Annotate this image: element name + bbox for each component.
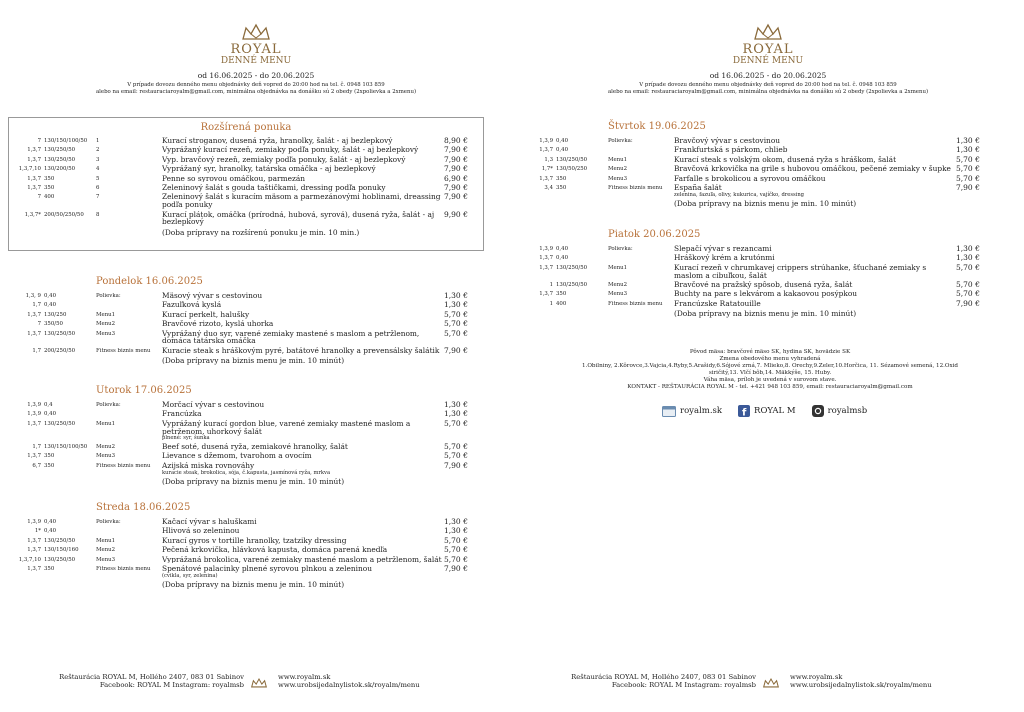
course-label: Polievka: <box>608 138 633 144</box>
menu-item <box>8 330 478 346</box>
course-label: Fitness biznis menu <box>608 185 663 191</box>
price: 1,30 € <box>444 517 468 526</box>
price: 7,90 € <box>444 145 468 155</box>
dish-name <box>162 347 444 355</box>
allergens: 1,7 <box>32 302 41 309</box>
dish-name <box>162 518 444 526</box>
weight: 0,40 <box>556 255 569 262</box>
dish-name: Vyp. bravčový rezeň, zemiaky podľa ponuky, šalát - aj bezlepkový <box>162 155 406 164</box>
day-title: Piatok 20.06.2025 <box>608 229 701 240</box>
dish-name <box>674 254 956 262</box>
dish-name <box>674 175 956 183</box>
menu-item <box>8 452 478 460</box>
svg-text:f: f <box>742 407 747 417</box>
brand-subtitle: DENNÉ MENU <box>732 56 804 66</box>
price: 9,90 € <box>444 209 468 219</box>
weight: 130/250/50 <box>556 282 588 288</box>
instagram-link[interactable]: royalmsb <box>812 405 868 417</box>
allergens: 1 <box>549 282 553 288</box>
dish-text: Kuracie steak s hráškovým pyré, batátové hranolky a prevensálsky šalátik <box>162 346 440 355</box>
weight: 350 <box>44 462 55 469</box>
dish-name <box>674 165 956 173</box>
dish-text: Pečená krkovička, hlávková kapusta, domáca parená knedľa <box>162 546 388 554</box>
dish-name <box>162 527 444 535</box>
dish-name <box>162 330 444 346</box>
header-right <box>512 22 1024 96</box>
weight: 130/150/160 <box>44 547 79 554</box>
weight: 0,4 <box>44 402 53 408</box>
allergens: 1,7 <box>32 444 41 450</box>
weight: 200/250/50 <box>44 347 76 354</box>
menu-item <box>8 420 478 442</box>
dish-name <box>162 537 444 545</box>
allergens: 1,3,7 <box>27 311 41 318</box>
item-number: 8 <box>96 211 100 218</box>
allergens: 3,4 <box>544 185 553 191</box>
item-number: 6 <box>96 185 100 191</box>
price: 7,90 € <box>444 460 468 470</box>
footer-address: Reštaurácia ROYAL M, Hollého 2407, 083 01 Sabinov Facebook: ROYAL M Instagram: royalmsb <box>59 673 244 689</box>
dish-name <box>162 556 444 564</box>
day-note: (Doba prípravy na biznis menu je min. 10 minút) <box>162 478 345 486</box>
allergens: 1,3,7 <box>27 330 41 337</box>
dish-name <box>162 452 444 460</box>
weight: 400 <box>556 300 567 307</box>
allergens: 7 <box>37 194 41 201</box>
footer-web: www.royalm.sk www.urobsijedalnylistok.sk/royalm/menu <box>790 673 932 689</box>
menu-item <box>8 193 478 209</box>
menu-item <box>520 156 990 164</box>
dish-detail: plnené: syr, šunka <box>162 435 210 442</box>
extended-menu-title: Rozšírená ponuka <box>200 122 292 133</box>
facebook-icon <box>738 405 750 417</box>
order-info: V prípade dovozu denného menu objednávky deň vopred do 20:00 hod na tel. č. 0948 103 859 alebo na email: restauraciaroyalm@gmail.com, minimálna objednávka na donášku sú 2 obedy (2xpolievka a 2xmenu) <box>607 82 929 95</box>
price: 7,90 € <box>956 298 980 308</box>
course-label: Menu2 <box>608 166 628 173</box>
menu-item <box>8 546 478 554</box>
allergens: 1,3,9 <box>27 519 41 525</box>
menu-item <box>520 184 990 198</box>
dish-text: Hráškový krém a krutónmi <box>674 254 775 263</box>
dish-text: Mäsový vývar s cestovinou <box>162 292 263 300</box>
price: 5,70 € <box>956 289 980 299</box>
price: 5,70 € <box>444 451 468 461</box>
weight: 200/50/250/50 <box>44 211 84 218</box>
dish-name <box>674 290 956 298</box>
price: 5,70 € <box>956 262 980 272</box>
allergens: 1,3,7,10 <box>18 556 41 563</box>
dish-text: Farfalle s brokolicou a syrovou omáčkou <box>674 174 826 183</box>
dish-name <box>162 292 444 300</box>
weight: 130/150/100/50 <box>44 138 88 144</box>
allergens: 1,3,7 <box>539 264 553 271</box>
course-label: Polievka: <box>608 246 633 252</box>
allergens: 1,3 <box>544 156 553 163</box>
dish-name <box>674 137 956 145</box>
course-label: Menu2 <box>96 444 116 450</box>
allergens: 1,3,7 <box>539 175 553 182</box>
dish-text: Špenátové palacinky plnené syrovou plnkou a zeleninou <box>162 565 372 573</box>
weight: 0,40 <box>44 519 57 525</box>
menu-item <box>8 311 478 319</box>
dish-text: Kurací perkelt, halušky <box>162 310 250 319</box>
header <box>0 22 512 96</box>
dish-text: Frankfurtská s párkom, chlieb <box>674 146 788 155</box>
item-number: 7 <box>96 194 100 201</box>
price: 5,70 € <box>444 309 468 319</box>
weight: 130/250/50 <box>44 556 76 563</box>
course-label: Menu3 <box>96 453 116 460</box>
dish-name <box>674 281 956 289</box>
allergens: 1,3,7 <box>539 291 553 298</box>
dish-name <box>674 264 956 280</box>
price: 7,90 € <box>444 192 468 202</box>
menu-dates: od 16.06.2025 - do 20.06.2025 <box>709 71 827 80</box>
weight: 0,40 <box>556 138 569 144</box>
menu-item <box>8 156 478 164</box>
weight: 350 <box>556 175 567 182</box>
menu-item <box>8 443 478 451</box>
dish-name: Zeleninový šalát s gouda taštičkami, dressing podľa ponuky <box>162 184 386 192</box>
price: 7,90 € <box>444 564 468 573</box>
dish-text: Fazuľková kyslá <box>162 301 222 310</box>
course-label: Polievka: <box>96 402 121 408</box>
menu-item <box>520 264 990 280</box>
item-number: 3 <box>96 156 100 163</box>
course-label: Menu1 <box>96 420 116 427</box>
dish-text: Bravčové rizoto, kyslá uhorka <box>162 320 274 328</box>
menu-dates: od 16.06.2025 - do 20.06.2025 <box>197 71 315 80</box>
menu-item <box>8 165 478 173</box>
weight: 350/50 <box>44 321 63 328</box>
course-label: Menu3 <box>608 175 628 182</box>
dish-text: Bravčový vývar s cestovinou <box>674 137 781 145</box>
menu-item <box>520 146 990 154</box>
menu-item <box>8 410 478 418</box>
extended-note: (Doba prípravy na rozšírenú ponuku je min. 10 min.) <box>162 228 360 237</box>
dish-name <box>162 320 444 328</box>
course-label: Fitness biznis menu <box>96 462 151 469</box>
web-icon <box>662 406 676 417</box>
dish-name <box>162 311 444 319</box>
dish-name <box>162 462 444 476</box>
allergens: 1 <box>549 300 553 307</box>
dish-text: Lievance s džemom, tvarohom a ovocím <box>162 452 312 461</box>
instagram-icon <box>812 405 824 417</box>
course-label: Menu1 <box>608 264 628 271</box>
price: 5,70 € <box>444 535 468 545</box>
menu-item <box>8 565 478 579</box>
price: 7,90 € <box>444 183 468 192</box>
allergens: 1,3,9 <box>539 138 553 144</box>
allergens: 1* <box>34 528 41 535</box>
price: 1,30 € <box>444 526 468 536</box>
menu-item <box>8 184 478 192</box>
dish-text: Slepačí vývar s rezancami <box>674 245 772 253</box>
allergens: 1,3,7 <box>27 156 41 163</box>
price: 5,70 € <box>956 154 980 164</box>
day-title: Pondelok 16.06.2025 <box>96 276 203 287</box>
price: 1,30 € <box>444 291 468 300</box>
dish-text: Vyprážaný kurací gordon blue, varené zemiaky mastené maslom a petrženom, uhorkový šalát <box>162 419 411 436</box>
dish-text: Kurací steak s volským okom, dusená ryža s hráškom, šalát <box>674 155 897 164</box>
menu-item <box>8 211 478 227</box>
dish-name <box>162 301 444 309</box>
dish-name <box>674 300 956 308</box>
weight: 0,40 <box>556 246 569 252</box>
item-number: 1 <box>96 138 100 144</box>
dish-text: Bravčové na pražský spôsob, dusená ryža, šalát <box>674 281 853 289</box>
menu-item <box>8 537 478 545</box>
dish-detail: kuracie steak, brokolica, sója, č.kapusta, jasmínová ryža, mrkva <box>162 469 331 476</box>
dish-name <box>162 565 444 579</box>
course-label: Menu3 <box>96 330 116 337</box>
price: 1,30 € <box>956 136 980 145</box>
dish-text: Hlivová so zeleninou <box>162 527 240 536</box>
weight: 0,40 <box>44 302 57 309</box>
price: 7,90 € <box>444 154 468 164</box>
course-label: Polievka: <box>96 293 121 299</box>
weight: 0,40 <box>556 147 569 154</box>
order-info: V prípade dovozu denného menu objednávky deň vopred do 20:00 hod na tel. č. 0948 103 859 alebo na email: restauraciaroyalm@gmail.com, minimálna objednávka na donášku sú 2 obedy (2xpolievka a 2xmenu) <box>95 82 417 95</box>
price: 5,70 € <box>444 319 468 329</box>
price: 1,30 € <box>956 253 980 263</box>
dish-text: Francúzka <box>162 410 202 419</box>
price: 5,70 € <box>444 442 468 451</box>
dish-text: Buchty na pare s lekvárom a kakaovou posýpkou <box>674 290 858 299</box>
day-note: (Doba prípravy na biznis menu je min. 10 minút) <box>674 310 857 318</box>
weight: 130/50/250 <box>556 166 588 173</box>
course-label: Fitness biznis menu <box>96 347 151 354</box>
price: 1,30 € <box>444 409 468 419</box>
allergens: 1,3,7 <box>27 566 41 572</box>
price: 1,30 € <box>444 300 468 310</box>
weight: 130/250/50 <box>556 264 588 271</box>
menu-item <box>520 290 990 298</box>
menu-item <box>8 556 478 564</box>
menu-item <box>520 254 990 262</box>
allergens: 1,3,7 <box>27 537 41 544</box>
weight: 130/250/50 <box>44 156 76 163</box>
menu-item <box>8 347 478 355</box>
price: 5,70 € <box>444 418 468 428</box>
allergens: 1,3,7 <box>27 420 41 427</box>
weight: 0,40 <box>44 293 57 299</box>
dish-name: Penne so syrovou omáčkou, parmezán <box>162 174 306 183</box>
weight: 350 <box>556 291 567 298</box>
menu-item <box>8 320 478 328</box>
weight: 130/250/50 <box>44 537 76 544</box>
menu-item <box>8 462 478 476</box>
allergens: 6,7 <box>32 462 41 469</box>
allergens: 1,3,7 <box>27 147 41 154</box>
crown-logo-icon <box>752 22 784 42</box>
allergens: 1,3,9 <box>539 246 553 252</box>
dish-text: Kurací rezeň v chrumkavej crippers strúhanke, šťuchané zemiaky s maslom a cibuľkou, šalát <box>674 263 927 280</box>
course-label: Fitness biznis menu <box>96 566 151 572</box>
dish-text: Kurací gyros v tortille hranolky, tzatziky dressing <box>162 536 347 545</box>
menu-item <box>8 401 478 409</box>
course-label: Fitness biznis menu <box>608 300 663 307</box>
course-label: Menu3 <box>608 291 628 298</box>
course-label: Menu2 <box>96 547 116 554</box>
brand-name: ROYAL <box>742 42 794 57</box>
allergens: 1,3,7 <box>27 547 41 554</box>
menu-item <box>8 175 478 183</box>
menu-item <box>8 292 478 300</box>
crown-footer-icon <box>762 676 780 690</box>
crown-footer-icon <box>250 676 268 690</box>
weight: 350 <box>44 453 55 460</box>
price: 7,90 € <box>444 345 468 355</box>
allergens: 1,3,7 <box>27 185 41 191</box>
dish-name: Vyprážaný syr, hranolky, tatárska omáčka - aj bezlepkový <box>162 165 376 173</box>
dish-name <box>674 245 956 253</box>
allergens: 1,3,7,10 <box>18 166 41 173</box>
menu-item <box>8 527 478 535</box>
price: 5,70 € <box>956 173 980 183</box>
price: 1,30 € <box>956 145 980 155</box>
weight: 350 <box>44 185 55 191</box>
course-label: Menu2 <box>608 282 628 288</box>
allergens: 1,3,9 <box>27 402 41 408</box>
weight: 0,40 <box>44 411 57 418</box>
price: 1,30 € <box>956 244 980 253</box>
dish-name <box>162 443 444 451</box>
dish-text: Francúzske Ratatouille <box>674 299 761 308</box>
allergens: 1,3,7 <box>539 255 553 262</box>
allergens: 1,7* <box>541 166 553 173</box>
item-number: 5 <box>96 175 100 182</box>
price: 5,70 € <box>444 545 468 555</box>
day-title: Streda 18.06.2025 <box>96 502 191 513</box>
crown-logo-icon <box>240 22 272 42</box>
menu-item <box>520 165 990 173</box>
item-number: 2 <box>96 147 100 154</box>
course-label: Polievka: <box>96 519 121 525</box>
menu-item <box>8 301 478 309</box>
allergens: 7 <box>37 138 41 144</box>
course-label: Menu1 <box>608 156 628 163</box>
allergens: 1,7 <box>32 347 41 354</box>
price: 5,70 € <box>444 328 468 338</box>
dish-text: Vyprážaná brokolica, varené zemiaky mastené maslom a petržlenom, šalát <box>162 555 442 564</box>
dish-name <box>674 184 956 198</box>
legal-info: Pôvod mäsa: bravčové mäso SK, hydina SK, hovädzie SK Zmena obedového menu vyhradená 1.Obilniny, 2.Kôrovce,3.Vajcia,4.Ryby,5.Arašidy,6.Sójové zrná,7. Mlieko,8. Orechy,9.Zeler,10.Horčica, 11. Sézamové semená, 12.Oxid siričitý,13. Vlčí bôb,14. Mäkkýše, 15. Huby. Váha mäsa, príloh je uvedená v surovom stave. KONTAKT - REŠTAURÁCIA ROYAL M - tel. +421 948 103 859, email: restauraciaroyalm@gmail.com <box>581 349 959 390</box>
footer-web: www.royalm.sk www.urobsijedalnylistok.sk/royalm/menu <box>278 673 420 689</box>
menu-item <box>8 137 478 145</box>
dish-text: Bravčová krkovička na grile s hubovou omáčkou, pečené zemiaky v šupke <box>674 165 951 173</box>
dish-text: Kačací vývar s haluškami <box>162 518 257 526</box>
menu-item <box>8 146 478 154</box>
dish-name: Kurací stroganov, dusená ryža, hranolky, šalát - aj bezlepkový <box>162 137 393 145</box>
price: 5,70 € <box>444 554 468 564</box>
allergens: 7 <box>37 321 41 328</box>
dish-name <box>162 401 444 409</box>
web-link[interactable]: royalm.sk <box>662 406 722 417</box>
item-number: 4 <box>96 166 100 173</box>
menu-item <box>520 245 990 253</box>
dish-text: Beef soté, dusená ryža, zemiakové hranolky, šalát <box>162 443 348 451</box>
menu-item <box>520 300 990 308</box>
price: 8,90 € <box>444 136 468 145</box>
brand-subtitle: DENNÉ MENU <box>220 56 292 66</box>
weight: 0,40 <box>44 528 57 535</box>
day-title: Štvrtok 19.06.2025 <box>608 121 706 132</box>
menu-item <box>520 281 990 289</box>
allergens: 1,3,7 <box>539 147 553 154</box>
weight: 130/250/50 <box>44 147 76 154</box>
price: 7,90 € <box>956 183 980 192</box>
dish-detail: zelenina, fazuľa, olivy, kukurica, vajíčko, dressing <box>674 191 804 198</box>
dish-detail: (cvikla, syr, zelenina) <box>162 572 218 579</box>
dish-text: España šalát <box>674 184 722 192</box>
weight: 130/150/100/50 <box>44 444 88 450</box>
social-links <box>662 405 867 417</box>
course-label: Menu2 <box>96 321 116 328</box>
allergens: 1,3,7 <box>27 175 41 182</box>
menu-item <box>520 137 990 145</box>
price: 7,90 € <box>444 164 468 174</box>
price: 1,30 € <box>444 400 468 409</box>
menu-item <box>8 518 478 526</box>
weight: 130/250/50 <box>44 330 76 337</box>
brand-name: ROYAL <box>230 42 282 57</box>
weight: 350 <box>556 185 567 191</box>
dish-name <box>674 146 956 154</box>
allergens: 1,3,7 <box>27 453 41 460</box>
course-label: Menu3 <box>96 556 116 563</box>
menu-item <box>520 175 990 183</box>
dish-text: Vyprážaný duo syr, varené zemiaky mastené s maslom a petržlenom, domáca tatárska omáčka <box>162 329 420 346</box>
allergens: 1,3, 9 <box>25 293 41 299</box>
weight: 130/250 <box>44 311 67 318</box>
weight: 130/250/50 <box>556 156 588 163</box>
day-note: (Doba prípravy na biznis menu je min. 10 minút) <box>162 357 345 365</box>
dish-name: Vyprážaný kurací rezeň, zemiaky podľa ponuky, šalát - aj bezlepkový <box>162 146 419 155</box>
price: 6,90 € <box>444 173 468 183</box>
dish-name: Zeleninový šalát s kuracím mäsom a parmezánovými hoblinami, dreassing podľa ponuky <box>162 193 441 209</box>
dish-name <box>162 546 444 554</box>
weight: 400 <box>44 194 55 201</box>
price: 5,70 € <box>956 164 980 174</box>
footer-address: Reštaurácia ROYAL M, Hollého 2407, 083 01 Sabinov Facebook: ROYAL M Instagram: royalmsb <box>571 673 756 689</box>
facebook-link[interactable]: f ROYAL M <box>738 405 796 417</box>
dish-name <box>674 156 956 164</box>
allergens: 1,3,7* <box>24 211 41 218</box>
day-note: (Doba prípravy na biznis menu je min. 10 minút) <box>162 581 345 590</box>
weight: 130/250/50 <box>44 420 76 427</box>
weight: 130/200/50 <box>44 166 76 173</box>
course-label: Menu1 <box>96 537 116 544</box>
dish-name <box>162 420 444 442</box>
day-note: (Doba prípravy na biznis menu je min. 10 minút) <box>674 200 857 209</box>
dish-text: Morčací vývar s cestovinou <box>162 401 265 409</box>
dish-name <box>162 410 444 418</box>
allergens: 1,3,9 <box>27 411 41 418</box>
day-title: Utorok 17.06.2025 <box>96 385 192 396</box>
price: 5,70 € <box>956 280 980 289</box>
course-label: Menu1 <box>96 311 116 318</box>
dish-name: Kurací plátok, omáčka (prírodná, hubová, syrová), dusená ryža, šalát - aj bezlepkový <box>162 210 435 227</box>
weight: 350 <box>44 175 55 182</box>
dish-text: Ázijská miska rovnováhy <box>162 461 255 470</box>
weight: 350 <box>44 566 55 572</box>
